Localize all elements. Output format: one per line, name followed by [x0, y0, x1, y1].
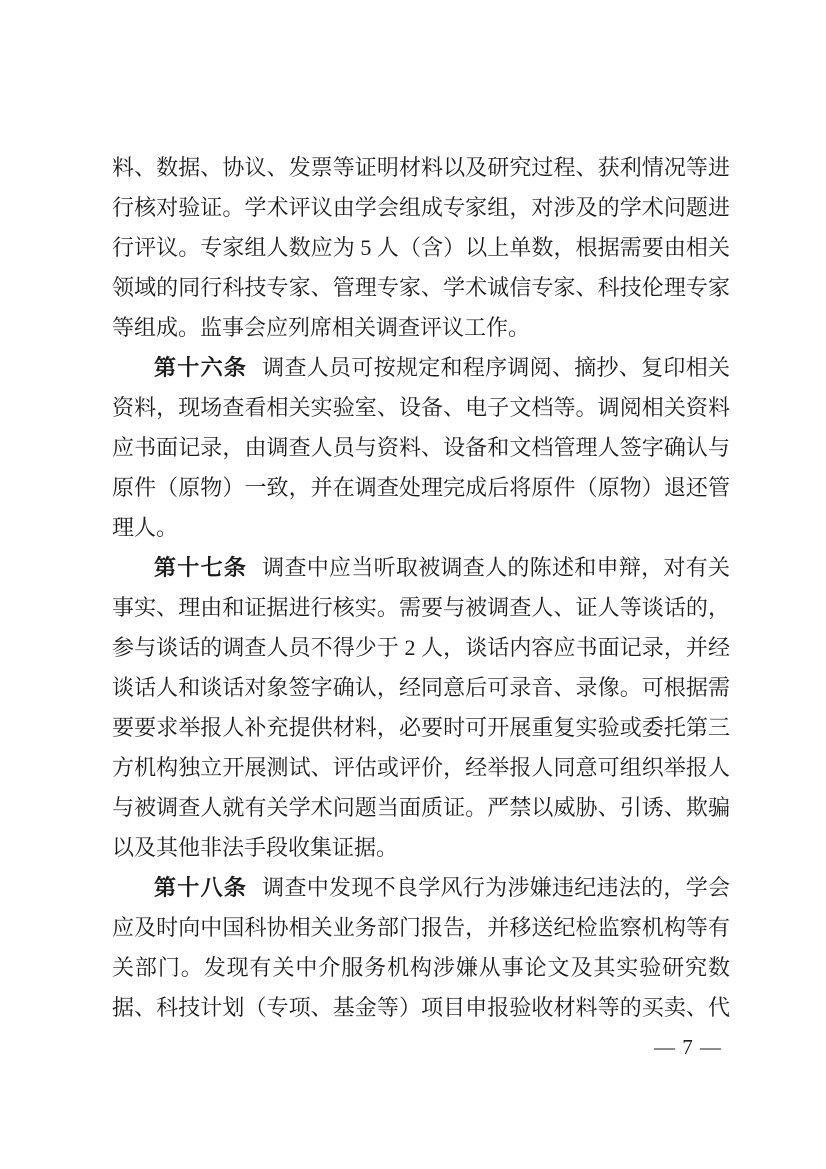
text-line	[112, 348, 730, 388]
article-number: 第十六条	[154, 355, 248, 380]
text-line	[112, 948, 730, 988]
text-line	[112, 148, 730, 188]
line-text: 资料，现场查看相关实验室、设备、电子文档等。调阅相关资料	[112, 395, 730, 420]
text-line	[112, 388, 730, 428]
line-text: 要要求举报人补充提供材料，必要时可开展重复实验或委托第三	[112, 715, 730, 740]
text-line	[112, 868, 730, 908]
text-line	[112, 428, 730, 468]
text-line	[112, 228, 730, 268]
text-line	[112, 468, 730, 508]
line-text: 谈话人和谈话对象签字确认，经同意后可录音、录像。可根据需	[112, 675, 730, 700]
line-text: 应书面记录，由调查人员与资料、设备和文档管理人签字确认与	[112, 435, 730, 460]
text-line	[112, 748, 730, 788]
paragraph-article-16	[112, 348, 730, 548]
line-text: 理人。	[112, 515, 179, 540]
paragraph-article-18	[112, 868, 730, 1028]
line-text: 行核对验证。学术评议由学会组成专家组，对涉及的学术问题进	[112, 195, 730, 220]
line-text: 料、数据、协议、发票等证明材料以及研究过程、获利情况等进	[112, 155, 730, 180]
text-line	[112, 588, 730, 628]
text-line	[112, 268, 730, 308]
line-text: 据、科技计划（专项、基金等）项目申报验收材料等的买卖、代	[112, 995, 730, 1020]
page-number	[654, 1036, 722, 1058]
line-text: 调查人员可按规定和程序调阅、摘抄、复印相关	[262, 355, 730, 380]
text-line	[112, 828, 730, 868]
line-text: 应及时向中国科协相关业务部门报告，并移送纪检监察机构等有	[112, 915, 730, 940]
article-number: 第十七条	[154, 555, 248, 580]
line-text: 调查中发现不良学风行为涉嫌违纪违法的，学会	[262, 875, 730, 900]
text-line	[112, 988, 730, 1028]
text-line	[112, 908, 730, 948]
page-number-label: — 7 —	[654, 1035, 722, 1059]
text-line	[112, 508, 730, 548]
line-text: 事实、理由和证据进行核实。需要与被调查人、证人等谈话的，	[112, 595, 730, 620]
paragraph-article-15-continuation	[112, 148, 730, 348]
line-text: 行评议。专家组人数应为 5 人（含）以上单数，根据需要由相关	[112, 235, 730, 260]
line-text: 领域的同行科技专家、管理专家、学术诚信专家、科技伦理专家	[112, 275, 730, 300]
paragraph-article-17	[112, 548, 730, 868]
line-text: 以及其他非法手段收集证据。	[112, 835, 399, 860]
text-line	[112, 188, 730, 228]
line-text: 调查中应当听取被调查人的陈述和申辩，对有关	[262, 555, 730, 580]
line-text: 参与谈话的调查人员不得少于 2 人，谈话内容应书面记录，并经	[112, 635, 730, 660]
line-text: 等组成。监事会应列席相关调查评议工作。	[112, 315, 531, 340]
line-text: 方机构独立开展测试、评估或评价，经举报人同意可组织举报人	[112, 755, 730, 780]
text-block	[112, 148, 730, 1028]
line-text: 与被调查人就有关学术问题当面质证。严禁以威胁、引诱、欺骗	[112, 795, 730, 820]
text-line	[112, 788, 730, 828]
text-line	[112, 668, 730, 708]
article-number: 第十八条	[154, 875, 248, 900]
text-line	[112, 708, 730, 748]
line-text: 原件（原物）一致，并在调查处理完成后将原件（原物）退还管	[112, 475, 730, 500]
text-line	[112, 308, 730, 348]
text-line	[112, 628, 730, 668]
text-line	[112, 548, 730, 588]
line-text: 关部门。发现有关中介服务机构涉嫌从事论文及其实验研究数	[112, 955, 730, 980]
